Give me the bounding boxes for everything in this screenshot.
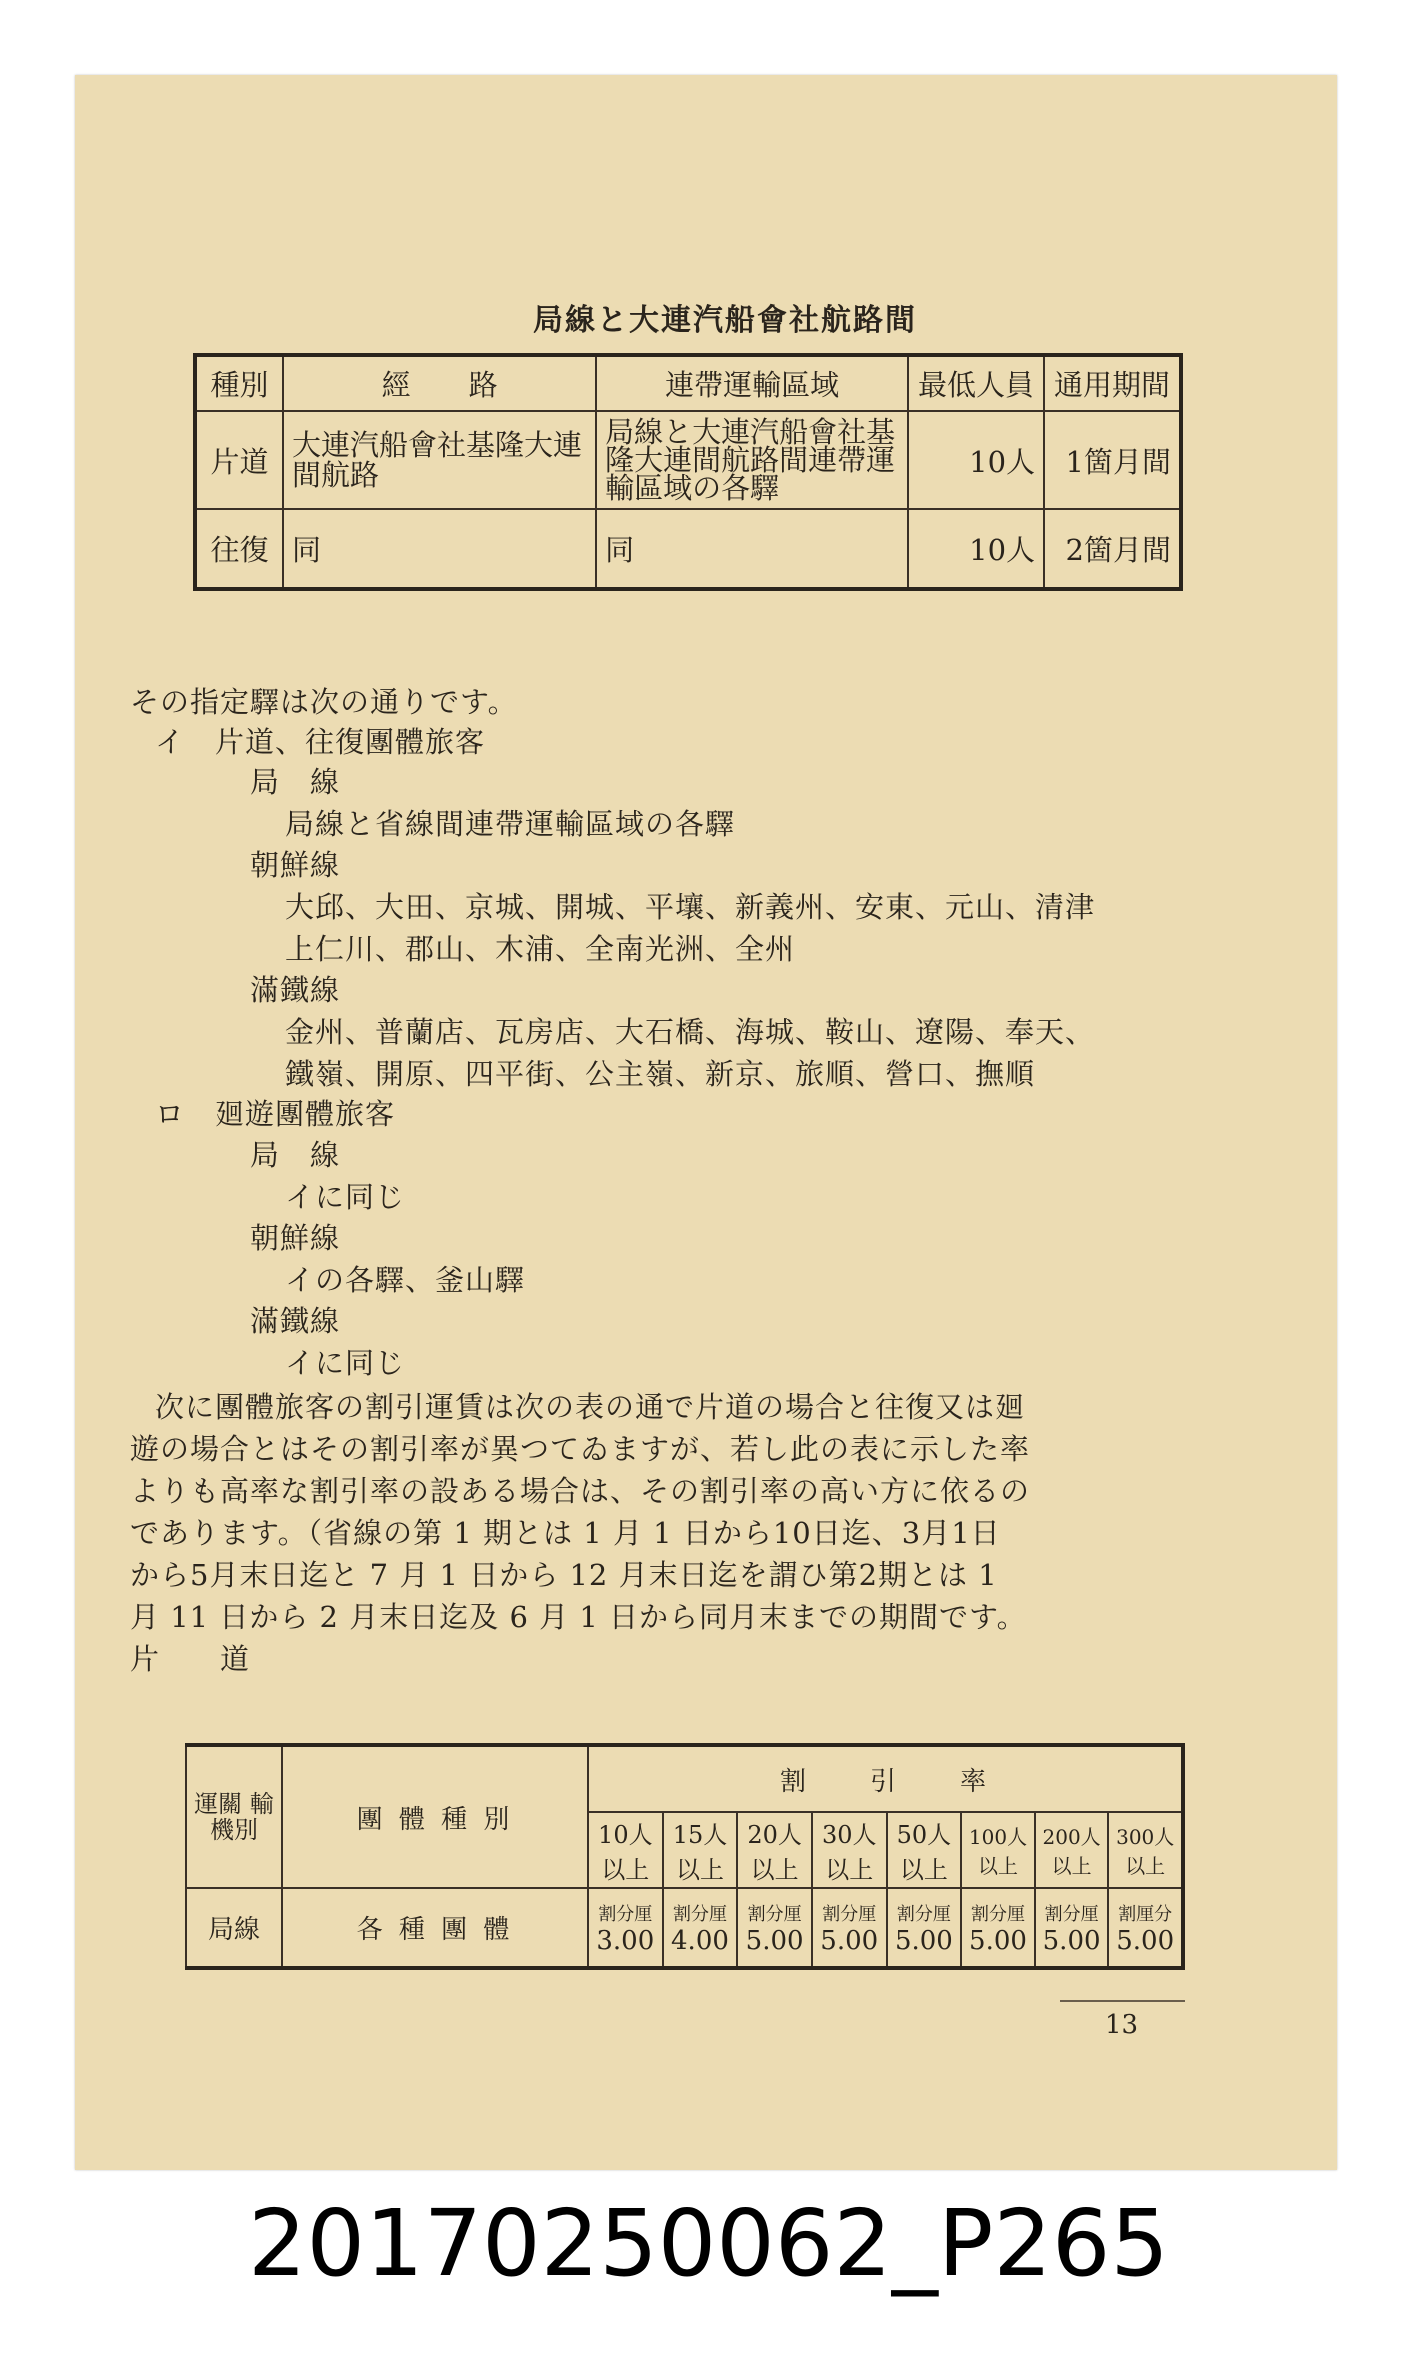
rate-cell [737, 1888, 812, 1968]
text-line: よりも高率な割引率の設ある場合は、その割引率の高い方に依るの [130, 1474, 1031, 1508]
cell: 1箇月間 [1044, 411, 1181, 509]
group-size: 300人以上 [1108, 1812, 1183, 1888]
text-line: 朝鮮線 [250, 848, 341, 882]
group-size: 100人以上 [961, 1812, 1035, 1888]
route-table [193, 353, 1183, 591]
rate-cell [1035, 1888, 1109, 1968]
archive-caption: 20170250062_P265 [248, 2190, 1169, 2297]
text-line: であります。（省線の第 1 期とは 1 月 1 日から10日迄、3月1日 [130, 1516, 1001, 1550]
page-number: 13 [1105, 2010, 1139, 2040]
unit-label: 割分厘 [1044, 1903, 1099, 1925]
text-line: 大邱、大田、京城、開城、平壤、新義州、安東、元山、清津 [285, 890, 1096, 924]
unit-label: 割分厘 [598, 1903, 653, 1925]
row-carrier: 局線 [186, 1888, 282, 1968]
text-line: 滿鐵線 [250, 1304, 341, 1338]
cell: 片道 [195, 411, 283, 509]
group-size: 10人以上 [588, 1812, 663, 1888]
unit-label: 割分厘 [747, 1903, 802, 1925]
group-size: 200人以上 [1035, 1812, 1109, 1888]
rate-value: 5.00 [820, 1925, 879, 1956]
cell: 同 [283, 509, 596, 589]
table-row [195, 411, 1181, 509]
text-line: 滿鐵線 [250, 973, 341, 1007]
unit-label: 割厘分 [1118, 1903, 1173, 1925]
page-number-rule [1060, 2000, 1185, 2002]
text-line: 上仁川、郡山、木浦、全南光洲、全州 [285, 932, 796, 966]
text-line: から5月末日迄と 7 月 1 日から 12 月末日迄を謂ひ第2期とは 1 [130, 1558, 998, 1592]
rate-value: 5.00 [745, 1925, 804, 1956]
cell: 往復 [195, 509, 283, 589]
rate-value: 5.00 [1042, 1925, 1101, 1956]
unit-label: 割分厘 [971, 1903, 1025, 1925]
text-line: 朝鮮線 [250, 1221, 341, 1255]
rate-value: 5.00 [894, 1925, 953, 1956]
cell: 同 [596, 509, 908, 589]
rate-cell [812, 1888, 887, 1968]
text-line: 局 線 [250, 1138, 341, 1172]
group-size: 20人以上 [737, 1812, 812, 1888]
group-size: 50人以上 [887, 1812, 962, 1888]
header-group-type: 團 體 種 別 [282, 1745, 588, 1888]
row-group-type: 各 種 團 體 [282, 1888, 588, 1968]
table-header-row [186, 1745, 1183, 1812]
rate-cell [1108, 1888, 1183, 1968]
text-line: 局線と省線間連帶運輸區域の各驛 [285, 807, 736, 841]
header-type: 種別 [195, 355, 283, 411]
text-line: ロ 廻遊團體旅客 [155, 1097, 396, 1131]
table-header-row [195, 355, 1181, 411]
unit-label: 割分厘 [672, 1903, 727, 1925]
discount-table [185, 1743, 1185, 1970]
header-rate: 割 引 率 [588, 1745, 1183, 1812]
text-line: 金州、普蘭店、瓦房店、大石橋、海城、鞍山、遼陽、奉天、 [285, 1015, 1096, 1049]
text-line: 片 道 [130, 1642, 251, 1676]
document-page [75, 75, 1337, 2170]
text-line: 局 線 [250, 765, 341, 799]
table-row [186, 1888, 1183, 1968]
cell: 局線と大連汽船會社基隆大連間航路間連帶運輸區域の各驛 [596, 411, 908, 509]
cell: 2箇月間 [1044, 509, 1181, 589]
cell: 大連汽船會社基隆大連間航路 [283, 411, 596, 509]
text-line: 遊の場合とはその割引率が異つてゐますが、若し此の表に示した率 [130, 1432, 1031, 1466]
rate-cell [961, 1888, 1035, 1968]
rate-value: 5.00 [969, 1925, 1027, 1956]
rate-value: 3.00 [596, 1925, 655, 1956]
rate-cell [663, 1888, 738, 1968]
cell: 10人 [908, 509, 1044, 589]
rate-cell [588, 1888, 663, 1968]
text-line: イの各驛、釜山驛 [285, 1263, 526, 1297]
unit-label: 割分厘 [822, 1903, 877, 1925]
group-size: 15人以上 [663, 1812, 738, 1888]
table-row [195, 509, 1181, 589]
text-line: 鐵嶺、開原、四平街、公主嶺、新京、旅順、營口、撫順 [285, 1057, 1036, 1091]
header-carrier: 運關 輸 機別 [186, 1745, 282, 1888]
header-validity: 通用期間 [1044, 355, 1181, 411]
rate-value: 5.00 [1116, 1925, 1175, 1956]
text-line: その指定驛は次の通りです。 [130, 685, 518, 719]
cell: 10人 [908, 411, 1044, 509]
text-line: 次に團體旅客の割引運賃は次の表の通で片道の場合と往復又は廻 [155, 1390, 1026, 1424]
rate-value: 4.00 [671, 1925, 729, 1956]
text-line: イに同じ [285, 1346, 406, 1380]
rate-cell [887, 1888, 962, 1968]
text-line: イ 片道、往復團體旅客 [155, 725, 486, 759]
header-area: 連帶運輸區域 [596, 355, 908, 411]
unit-label: 割分厘 [896, 1903, 951, 1925]
header-min-persons: 最低人員 [908, 355, 1044, 411]
text-line: 月 11 日から 2 月末日迄及 6 月 1 日から同月末までの期間です。 [130, 1600, 1027, 1634]
header-route: 經 路 [283, 355, 596, 411]
text-line: イに同じ [285, 1180, 406, 1214]
group-size: 30人以上 [812, 1812, 887, 1888]
table1-title: 局線と大連汽船會社航路間 [533, 303, 917, 338]
